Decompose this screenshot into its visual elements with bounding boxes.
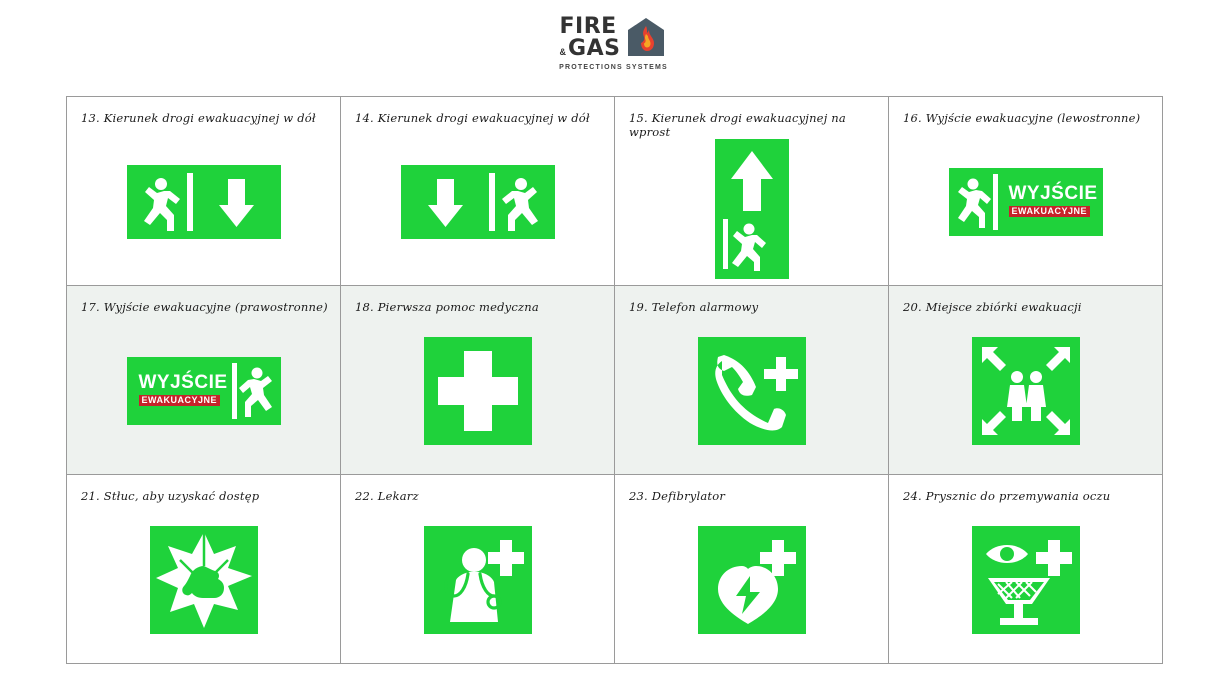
sign-caption: 24. Prysznic do przemywania oczu xyxy=(903,489,1111,503)
sign-cell-20 xyxy=(889,286,1163,475)
exit-label-main: WYJŚCIE xyxy=(1008,183,1098,204)
logo-subtitle: PROTECTIONS SYSTEMS xyxy=(559,64,668,71)
signs-table xyxy=(66,96,1163,664)
arrow-up-exit-man-icon xyxy=(715,139,789,279)
sign-cell-14 xyxy=(341,97,615,286)
exit-man-right-with-text-icon xyxy=(127,357,281,425)
assembly-point-icon xyxy=(972,337,1080,445)
sign-cell-23 xyxy=(615,475,889,664)
sign-cell-22 xyxy=(341,475,615,664)
exit-man-left-arrow-down-icon xyxy=(127,165,281,239)
sign-cell-19 xyxy=(615,286,889,475)
exit-label-main: WYJŚCIE xyxy=(138,372,228,393)
sign-caption: 23. Defibrylator xyxy=(629,489,726,503)
doctor-stethoscope-icon xyxy=(424,526,532,634)
exit-man-left-with-text-icon xyxy=(949,168,1103,236)
sign-caption: 22. Lekarz xyxy=(355,489,419,503)
table-row xyxy=(67,475,1163,664)
sign-caption: 16. Wyjście ewakuacyjne (lewostronne) xyxy=(903,111,1141,125)
sign-caption: 17. Wyjście ewakuacyjne (prawostronne) xyxy=(81,300,328,314)
sign-caption: 19. Telefon alarmowy xyxy=(629,300,759,314)
logo-ampersand: & xyxy=(559,47,567,57)
flame-house-icon xyxy=(625,16,667,58)
arrow-down-exit-man-right-icon xyxy=(401,165,555,239)
exit-label-sub: EWAKUACYJNE xyxy=(1009,206,1091,217)
sign-caption: 14. Kierunek drogi ewakuacyjnej w dół xyxy=(355,111,590,125)
sign-caption: 21. Stłuc, aby uzyskać dostęp xyxy=(81,489,260,503)
eye-wash-station-icon xyxy=(972,526,1080,634)
defibrillator-heart-icon xyxy=(698,526,806,634)
sign-caption: 20. Miejsce zbiórki ewakuacji xyxy=(903,300,1082,314)
sign-cell-13 xyxy=(67,97,341,286)
break-glass-hand-icon xyxy=(150,526,258,634)
sign-cell-21 xyxy=(67,475,341,664)
table-row xyxy=(67,97,1163,286)
logo-word-gas: GAS xyxy=(568,36,621,61)
sign-cell-16 xyxy=(889,97,1163,286)
sign-caption: 18. Pierwsza pomoc medyczna xyxy=(355,300,539,314)
sign-caption: 15. Kierunek drogi ewakuacyjnej na wprost xyxy=(629,111,846,139)
sign-cell-18 xyxy=(341,286,615,475)
first-aid-cross-icon xyxy=(424,337,532,445)
sign-caption: 13. Kierunek drogi ewakuacyjnej w dół xyxy=(81,111,316,125)
sign-cell-15 xyxy=(615,97,889,286)
table-row xyxy=(67,286,1163,475)
brand-logo xyxy=(0,16,1227,71)
logo-word-fire: FIRE xyxy=(559,14,617,39)
emergency-telephone-icon xyxy=(698,337,806,445)
sign-cell-24 xyxy=(889,475,1163,664)
exit-label-sub: EWAKUACYJNE xyxy=(139,395,221,406)
sign-cell-17 xyxy=(67,286,341,475)
